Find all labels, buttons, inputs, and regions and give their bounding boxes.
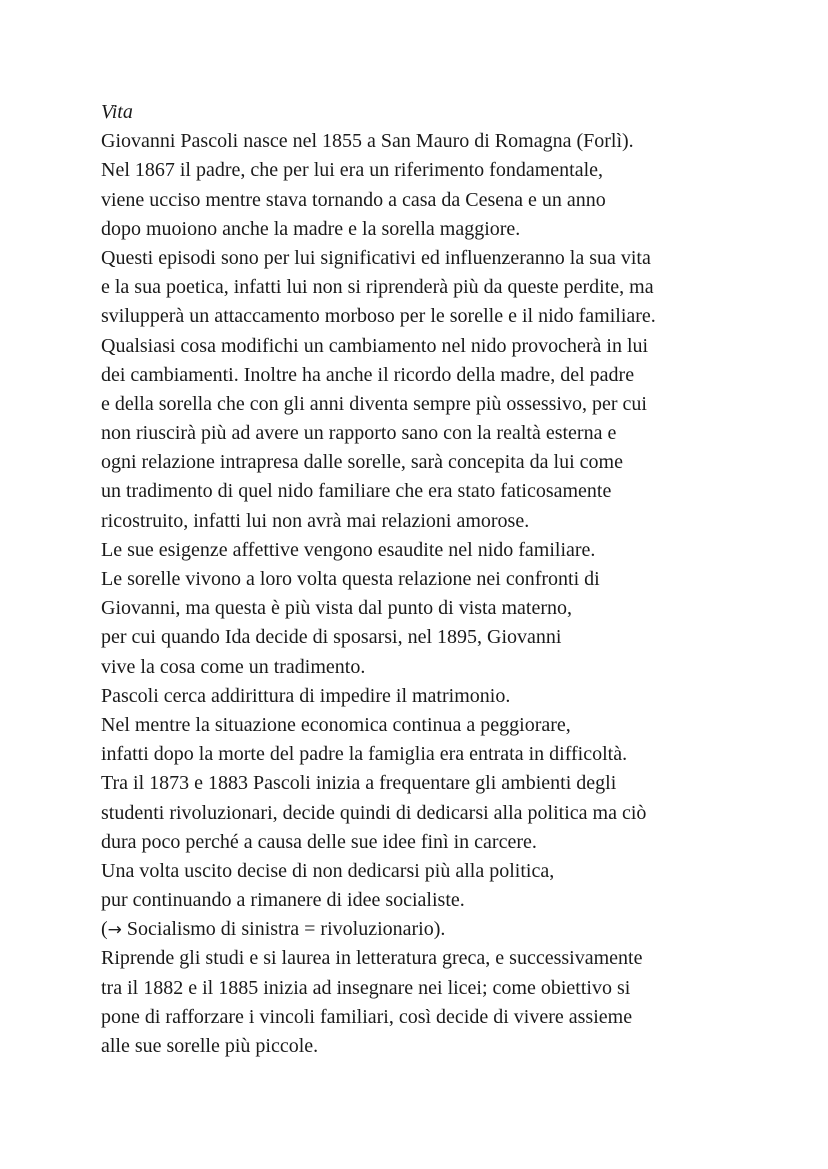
text-line: Questi episodi sono per lui significativi ed influenzeranno la sua vita — [101, 246, 651, 269]
text-line: Le sue esigenze affettive vengono esaudite nel nido familiare. — [101, 538, 596, 561]
text-line: ogni relazione intrapresa dalle sorelle, sarà concepita da lui come — [101, 451, 623, 474]
text-line: Le sorelle vivono a loro volta questa relazione nei confronti di — [101, 568, 600, 590]
text-line: per cui quando Ida decide di sposarsi, nel 1895, Giovanni — [101, 626, 562, 649]
text-line: Nel mentre la situazione economica continua a peggiorare, — [101, 713, 571, 736]
text-line: infatti dopo la morte del padre la famiglia era entrata in difficoltà. — [101, 743, 628, 766]
text-line: Giovanni, ma questa è più vista dal punto di vista materno, — [101, 597, 573, 620]
document-body — [101, 98, 801, 1061]
text-line: dura poco perché a causa delle sue idee finì in carcere. — [101, 830, 537, 853]
text-line: tra il 1882 e il 1885 inizia ad insegnare nei licei; come obiettivo si — [101, 976, 631, 999]
text-line: Tra il 1873 e 1883 Pascoli inizia a frequentare gli ambienti degli — [101, 772, 617, 795]
text-line: Giovanni Pascoli nasce nel 1855 a San Mauro di Romagna (Forlì). — [101, 130, 634, 153]
text-line: vive la cosa come un tradimento. — [101, 655, 366, 678]
arrow-note-line — [101, 915, 801, 944]
text-line: un tradimento di quel nido familiare che era stato faticosamente — [101, 480, 612, 503]
arrow-note-text: Socialismo di sinistra = rivoluzionario). — [121, 918, 446, 941]
text-line: pur continuando a rimanere di idee socialiste. — [101, 889, 465, 912]
text-line: Riprende gli studi e si laurea in letteratura greca, e successivamente — [101, 947, 643, 970]
text-line: Pascoli cerca addirittura di impedire il matrimonio. — [101, 684, 511, 707]
text-line: e la sua poetica, infatti lui non si riprenderà più da queste perdite, ma — [101, 276, 654, 299]
text-line: Una volta uscito decise di non dedicarsi più alla politica, — [101, 859, 555, 882]
text-line: ricostruito, infatti lui non avrà mai relazioni amorose. — [101, 509, 530, 532]
text-line: Nel 1867 il padre, che per lui era un riferimento fondamentale, — [101, 159, 604, 182]
text-line: dei cambiamenti. Inoltre ha anche il ricordo della madre, del padre — [101, 363, 635, 386]
text-line: Qualsiasi cosa modifichi un cambiamento nel nido provocherà in lui — [101, 334, 649, 357]
text-line: svilupperà un attaccamento morboso per le sorelle e il nido familiare. — [101, 305, 656, 328]
section-heading: Vita — [101, 101, 133, 123]
text-line: viene ucciso mentre stava tornando a casa da Cesena e un anno — [101, 188, 606, 211]
arrow-note-open: ( — [101, 918, 108, 941]
arrow-right-icon: → — [107, 920, 122, 941]
text-line: dopo muoiono anche la madre e la sorella maggiore. — [101, 217, 521, 240]
text-line: alle sue sorelle più piccole. — [101, 1035, 319, 1057]
text-line: e della sorella che con gli anni diventa sempre più ossessivo, per cui — [101, 392, 647, 415]
text-line: pone di rafforzare i vincoli familiari, così decide di vivere assieme — [101, 1005, 633, 1028]
text-line: studenti rivoluzionari, decide quindi di dedicarsi alla politica ma ciò — [101, 801, 647, 824]
text-line: non riuscirà più ad avere un rapporto sano con la realtà esterna e — [101, 422, 617, 445]
